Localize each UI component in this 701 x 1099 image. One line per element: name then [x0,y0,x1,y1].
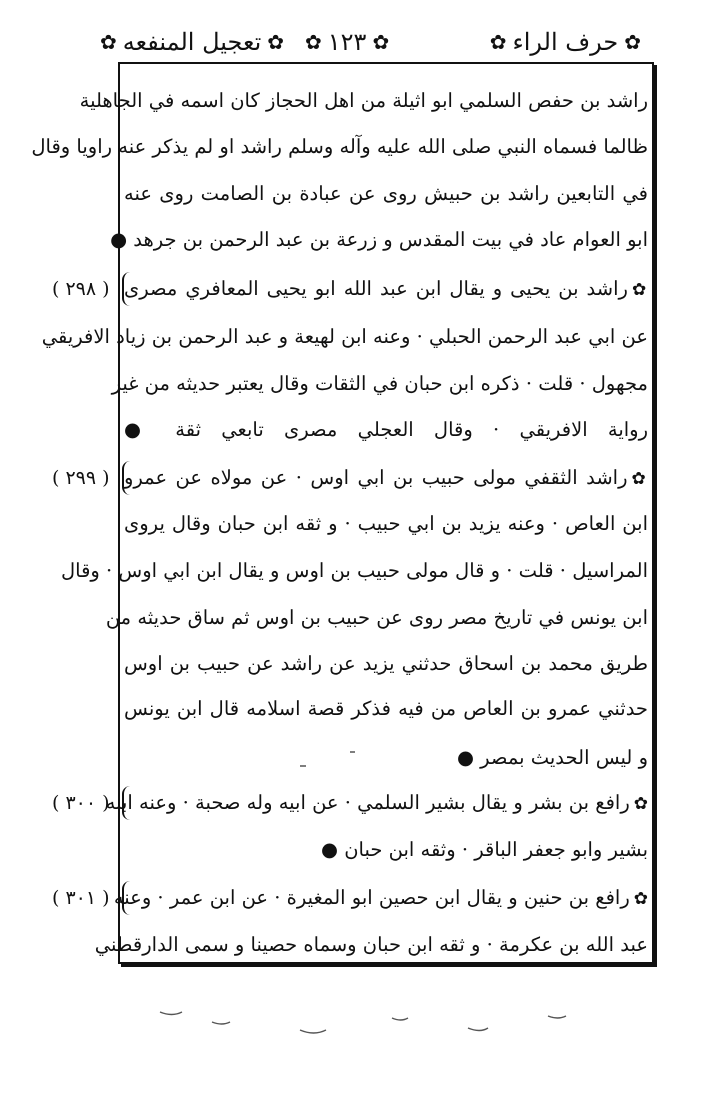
text-line-content: و ليس الحديث بمصر ● [456,746,648,769]
text-line-content: عن ابي عبد الرحمن الحبلي · وعنه ابن لهيعة و عبد الرحمن بن زياد الافريقي [41,325,648,348]
entry-ornament-icon: ✿ [633,889,648,909]
entry-ornament-icon: ✿ [631,469,649,489]
text-line-content: مجهول · قلت · ذكره ابن حبان في الثقات وقال يعتبر حديثه من غير [111,372,648,395]
ornament-icon: ✿ [624,30,641,54]
text-line-content: عبد الله بن عكرمة · و ثقه ابن حبان وسماه حصينا و سمى الدارقطني [94,933,648,956]
ornament-icon: ✿ [100,30,117,54]
text-line-content: بشير وابو جعفر الباقر · وثقه ابن حبان ● [320,838,648,861]
text-line-content: ظالما فسماه النبي صلى الله عليه وآله وسلم راشد او لم يذكر عنه راويا وقال [31,135,648,158]
ornament-icon: ✿ [372,30,390,54]
book-title: تعجيل المنفعه [122,28,262,56]
text-line-content: راشد بن يحيى و يقال ابن عبد الله ابو يحيى المعافري مصرى [124,277,628,300]
entry-ornament-icon: ✿ [633,794,648,814]
ornament-icon: ✿ [305,30,322,54]
text-line-content: رافع بن حنين و يقال ابن حصين ابو المغيرة · عن ابن عمر · وعنه [113,886,630,909]
ornament-icon: ✿ [489,30,507,54]
text-line-content: راشد الثقفي مولى حبيب بن ابي اوس · عن مولاه عن عمرو [124,466,628,489]
text-line-content: طريق محمد بن اسحاق حدثني يزيد عن راشد عن حبيب بن اوس [124,652,648,675]
text-line-content: رافع بن بشر و يقال بشير السلمي · عن ابيه وله صحبة · وعنه ابنه [105,791,630,814]
text-line-content: ابو العوام عاد في بيت المقدس و زرعة بن عبد الرحمن بن جرهد ● [110,228,648,251]
text-line-content: ابن العاص · وعنه يزيد بن ابي حبيب · و ثقه ابن حبان وقال يروى [124,512,648,535]
entry-number: ( ٣٠١ ) [52,887,110,909]
entry-number: ( ٢٩٨ ) [52,278,110,300]
text-line-content: في التابعين راشد بن حبيش روى عن عبادة بن الصامت روى عنه [124,182,648,205]
ornament-icon: ✿ [267,30,285,54]
entry-number: ( ٣٠٠ ) [52,792,110,814]
text-line-content: ابن يونس في تاريخ مصر روى عن حبيب بن اوس ثم ساق حديثه من [105,606,648,629]
text-line-content: حدثني عمرو بن العاص من فيه فذكر قصة اسلامه قال ابن يونس [124,697,648,720]
scan-specks [160,752,566,1033]
text-line-content: المراسيل · قلت · و قال مولى حبيب بن اوس و يقال ابن ابي اوس · وقال [60,559,648,582]
entry-number: ( ٢٩٩ ) [52,467,110,489]
page-number: ١٢٣ [327,28,367,56]
text-line-content: راشد بن حفص السلمي ابو اثيلة من اهل الحجاز كان اسمه في الجاهلية [79,89,648,112]
entry-ornament-icon: ✿ [631,280,648,300]
section-title: حرف الراء [512,28,619,56]
text-line-content: رواية الافريقي · وقال العجلي مصرى تابعي ثقة ● [124,418,648,441]
